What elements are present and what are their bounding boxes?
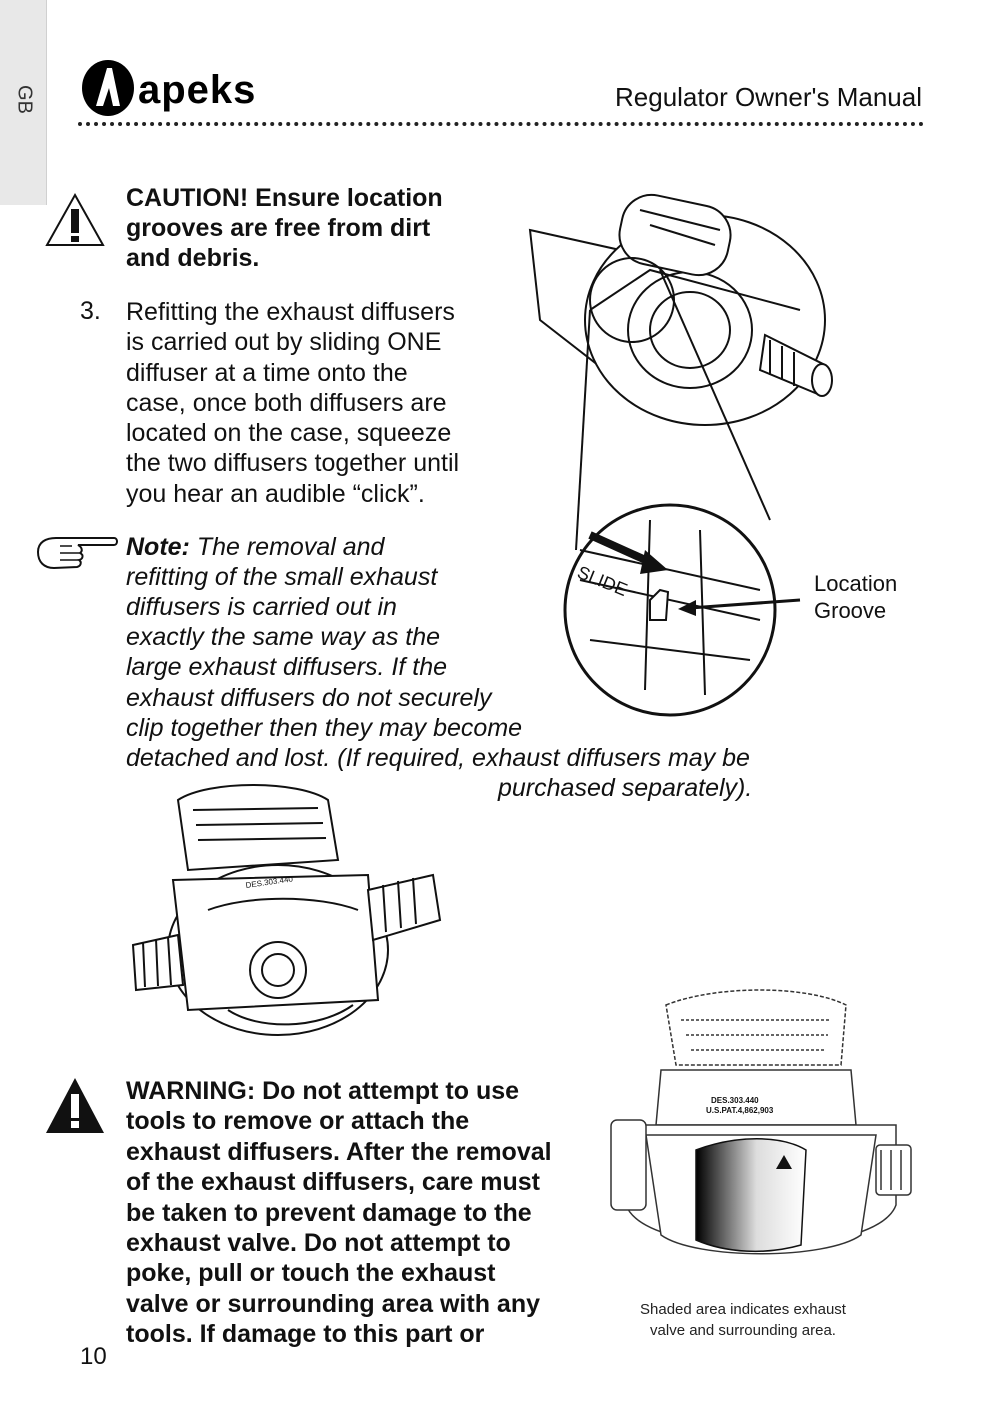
exhaust-valve-figure: [606, 985, 918, 1290]
page-number: 10: [80, 1343, 107, 1370]
brand-name: apeks: [138, 68, 257, 112]
figure-caption: [612, 1299, 874, 1341]
caution-icon: [44, 192, 106, 248]
warning-line: WARNING: Do not attempt to use: [126, 1077, 520, 1105]
warning-icon: [44, 1076, 106, 1136]
slide-label: SLIDE: [574, 562, 631, 601]
pointing-hand-icon: [34, 530, 120, 576]
location-groove-line: Groove: [814, 598, 887, 623]
part-marking-text: U.S.PAT.4,862,903: [706, 1106, 774, 1115]
caution-line: CAUTION! Ensure location: [126, 184, 443, 212]
note-line: exhaust diffusers do not securely: [126, 684, 492, 712]
note-line: purchased separately).: [498, 774, 753, 802]
part-marking-text: DES.303.440: [711, 1096, 759, 1105]
caution-line: and debris.: [126, 244, 260, 272]
manual-title: Regulator Owner's Manual: [615, 82, 922, 112]
step-line: diffuser at a time onto the: [126, 358, 408, 387]
location-groove-line: Location: [814, 571, 898, 596]
language-tab-label: GB: [13, 85, 36, 114]
caution-line: grooves are free from dirt: [126, 214, 431, 242]
step-line: Refitting the exhaust diffusers: [126, 298, 455, 326]
step-line: case, once both diffusers are: [126, 388, 447, 417]
warning-line: be taken to prevent damage to the: [126, 1198, 532, 1227]
warning-line: valve or surrounding area with any: [126, 1289, 541, 1318]
part-marking-text: DES.303.440: [245, 874, 294, 890]
step-line: you hear an audible “click”.: [126, 479, 425, 508]
warning-line: exhaust valve. Do not attempt to: [126, 1229, 511, 1258]
note-line: [126, 532, 384, 562]
step-text: [126, 297, 496, 509]
step-line: located on the case, squeeze: [126, 419, 452, 448]
header-divider: [78, 122, 924, 126]
note-first-line: The removal and: [189, 533, 385, 561]
caution-text: [126, 183, 486, 273]
regulator-side-figure: [128, 780, 448, 1045]
step-number: 3.: [80, 297, 101, 325]
note-label: Note:: [126, 533, 190, 561]
step-line: the two diffusers together until: [126, 449, 460, 478]
diffuser-refit-figure: [500, 190, 840, 720]
apeks-logo-icon: [78, 58, 138, 118]
warning-line: tools. If damage to this part or: [126, 1320, 485, 1349]
note-line: clip together then they may become: [126, 714, 523, 742]
caption-line: valve and surrounding area.: [650, 1322, 836, 1339]
step-line: is carried out by sliding ONE: [126, 328, 442, 357]
warning-line: of the exhaust diffusers, care must: [126, 1168, 541, 1197]
note-line: diffusers is carried out in: [126, 593, 397, 621]
warning-line: exhaust diffusers. After the removal: [126, 1137, 552, 1166]
location-groove-label: [814, 570, 897, 624]
note-line: detached and lost. (If required, exhaust diffusers may be: [126, 744, 750, 772]
note-line: refitting of the small exhaust: [126, 563, 438, 591]
language-tab: [0, 0, 47, 205]
warning-text: [126, 1076, 596, 1350]
note-line: exactly the same way as the: [126, 623, 441, 651]
warning-line: poke, pull or touch the exhaust: [126, 1259, 496, 1288]
warning-line: tools to remove or attach the: [126, 1107, 470, 1136]
caption-line: Shaded area indicates exhaust: [640, 1301, 846, 1318]
note-line: large exhaust diffusers. If the: [126, 653, 448, 681]
